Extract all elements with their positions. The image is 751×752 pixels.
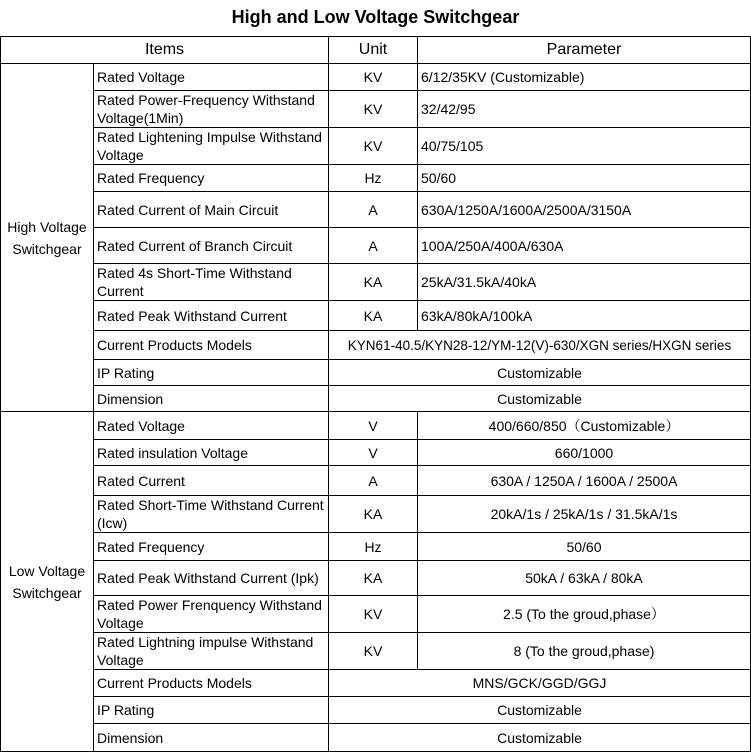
row-unit: KV: [329, 91, 418, 128]
row-item: Rated Voltage: [94, 64, 329, 91]
row-parameter: 6/12/35KV (Customizable): [418, 64, 751, 91]
table-row: [1, 360, 751, 386]
row-unit: V: [329, 412, 418, 440]
row-parameter: 50kA / 63kA / 80kA: [418, 561, 751, 596]
table-row: [1, 412, 751, 440]
header-unit: Unit: [329, 37, 418, 64]
row-item: Rated Frequency: [94, 165, 329, 192]
table-row: [1, 596, 751, 633]
row-item: Rated Power-Frequency Withstand Voltage(1Min): [94, 91, 329, 128]
group-label-high-voltage: High Voltage Switchgear: [1, 64, 94, 412]
row-item: Rated Lightening Impulse Withstand Voltage: [94, 128, 329, 165]
row-item: Rated Frequency: [94, 533, 329, 561]
row-item: Rated Lightning impulse Withstand Voltage: [94, 633, 329, 670]
table-row: [1, 466, 751, 496]
row-unit: KV: [329, 596, 418, 633]
spec-table: [0, 36, 751, 752]
row-item: Rated Current of Branch Circuit: [94, 228, 329, 264]
row-item: Rated Short-Time Withstand Current (Icw): [94, 496, 329, 533]
table-body: [1, 64, 751, 752]
row-item: Rated Peak Withstand Current (Ipk): [94, 561, 329, 596]
row-item: Rated Power Frenquency Withstand Voltage: [94, 596, 329, 633]
table-header-row: [1, 37, 751, 64]
row-item: Rated Voltage: [94, 412, 329, 440]
table-row: [1, 496, 751, 533]
row-unit: A: [329, 192, 418, 228]
row-parameter: 400/660/850（Customizable）: [418, 412, 751, 440]
table-row: [1, 264, 751, 301]
row-parameter: 50/60: [418, 533, 751, 561]
row-item: Dimension: [94, 386, 329, 412]
row-unit: KA: [329, 264, 418, 301]
row-parameter: Customizable: [329, 724, 751, 752]
table-row: [1, 64, 751, 91]
row-unit: Hz: [329, 533, 418, 561]
table-row: [1, 440, 751, 466]
row-unit: KV: [329, 64, 418, 91]
row-unit: KA: [329, 301, 418, 331]
table-row: [1, 633, 751, 670]
row-parameter: 8 (To the groud,phase): [418, 633, 751, 670]
row-parameter: Customizable: [329, 386, 751, 412]
table-row: [1, 533, 751, 561]
table-row: [1, 301, 751, 331]
row-parameter: 32/42/95: [418, 91, 751, 128]
table-row: [1, 128, 751, 165]
row-parameter: 63kA/80kA/100kA: [418, 301, 751, 331]
row-item: Rated insulation Voltage: [94, 440, 329, 466]
table-row: [1, 91, 751, 128]
row-unit: A: [329, 228, 418, 264]
row-item: Rated 4s Short-Time Withstand Current: [94, 264, 329, 301]
row-unit: KV: [329, 633, 418, 670]
table-row: [1, 386, 751, 412]
page-title: High and Low Voltage Switchgear: [231, 7, 520, 27]
table-row: [1, 697, 751, 724]
row-unit: KA: [329, 561, 418, 596]
table-row: [1, 724, 751, 752]
row-parameter: 630A / 1250A / 1600A / 2500A: [418, 466, 751, 496]
table-row: [1, 561, 751, 596]
row-parameter: 630A/1250A/1600A/2500A/3150A: [418, 192, 751, 228]
row-parameter: MNS/GCK/GGD/GGJ: [329, 670, 751, 697]
row-unit: Hz: [329, 165, 418, 192]
row-item: IP Rating: [94, 360, 329, 386]
row-parameter: 100A/250A/400A/630A: [418, 228, 751, 264]
row-unit: V: [329, 440, 418, 466]
table-row: [1, 331, 751, 360]
row-parameter: KYN61-40.5/KYN28-12/YM-12(V)-630/XGN series/HXGN series: [329, 331, 751, 360]
row-item: Rated Current of Main Circuit: [94, 192, 329, 228]
table-row: [1, 192, 751, 228]
row-unit: KA: [329, 496, 418, 533]
row-item: Current Products Models: [94, 670, 329, 697]
header-parameter: Parameter: [418, 37, 751, 64]
row-parameter: 20kA/1s / 25kA/1s / 31.5kA/1s: [418, 496, 751, 533]
row-item: Dimension: [94, 724, 329, 752]
row-parameter: 40/75/105: [418, 128, 751, 165]
row-parameter: 2.5 (To the groud,phase）: [418, 596, 751, 633]
row-parameter: 660/1000: [418, 440, 751, 466]
row-item: Rated Peak Withstand Current: [94, 301, 329, 331]
row-parameter: Customizable: [329, 360, 751, 386]
table-row: [1, 670, 751, 697]
row-parameter: Customizable: [329, 697, 751, 724]
group-label-low-voltage: Low Voltage Switchgear: [1, 412, 94, 752]
row-parameter: 50/60: [418, 165, 751, 192]
header-items: Items: [1, 37, 329, 64]
row-parameter: 25kA/31.5kA/40kA: [418, 264, 751, 301]
row-item: Current Products Models: [94, 331, 329, 360]
row-unit: KV: [329, 128, 418, 165]
table-row: [1, 228, 751, 264]
row-unit: A: [329, 466, 418, 496]
table-row: [1, 165, 751, 192]
row-item: Rated Current: [94, 466, 329, 496]
row-item: IP Rating: [94, 697, 329, 724]
